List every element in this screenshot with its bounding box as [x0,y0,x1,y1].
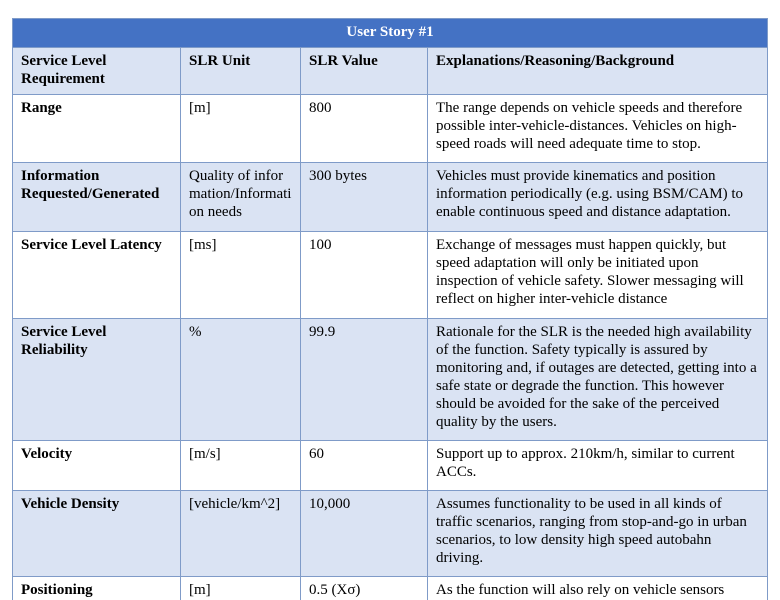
row-requirement: Service Level Latency [13,232,181,319]
row-value: 0.5 (Xσ) [301,577,428,600]
header-requirement: Service Level Requirement [13,48,181,95]
slr-table [12,18,768,600]
row-unit: [vehicle/km^2] [181,491,301,577]
row-requirement: Positioning [13,577,181,600]
table-row [13,441,768,491]
row-value: 300 bytes [301,163,428,232]
row-value: 10,000 [301,491,428,577]
row-requirement: Velocity [13,441,181,491]
row-explanation: Rationale for the SLR is the needed high availability of the function. Safety typically is assured by monitoring and, if outages are detected, getting into a safe state or degrade the function. This however should be avoided for the sake of the perceived quality by the users. [428,319,768,441]
row-requirement: Range [13,95,181,163]
row-explanation: As the function will also rely on vehicle sensors [428,577,768,600]
row-unit: [m/s] [181,441,301,491]
header-explanation: Explanations/Reasoning/Background [428,48,768,95]
row-unit: [m] [181,95,301,163]
row-explanation: Exchange of messages must happen quickly, but speed adaptation will only be initiated upon inspection of vehicle safety. Slower messaging will reflect on higher inter-vehicle distance [428,232,768,319]
row-requirement: Vehicle Density [13,491,181,577]
row-value: 99.9 [301,319,428,441]
table-row [13,163,768,232]
row-explanation: The range depends on vehicle speeds and therefore possible inter-vehicle-distances. Vehicles on high-speed roads will need adequate time to stop. [428,95,768,163]
table-title: User Story #1 [13,19,768,48]
row-value: 100 [301,232,428,319]
header-unit: SLR Unit [181,48,301,95]
row-unit: % [181,319,301,441]
table-row [13,577,768,600]
row-unit: Quality of information/Information needs [181,163,301,232]
row-value: 800 [301,95,428,163]
table-row [13,95,768,163]
row-unit: [m] [181,577,301,600]
row-requirement: Information Requested/Generated [13,163,181,232]
table-title-row [13,19,768,48]
table-row [13,319,768,441]
row-value: 60 [301,441,428,491]
row-unit: [ms] [181,232,301,319]
row-explanation: Support up to approx. 210km/h, similar to current ACCs. [428,441,768,491]
header-value: SLR Value [301,48,428,95]
row-requirement: Service Level Reliability [13,319,181,441]
row-explanation: Vehicles must provide kinematics and position information periodically (e.g. using BSM/CAM) to enable continuous speed and distance adaptation. [428,163,768,232]
row-explanation: Assumes functionality to be used in all kinds of traffic scenarios, ranging from stop-and-go in urban scenarios, to low density high speed autobahn driving. [428,491,768,577]
table-row [13,491,768,577]
table-row [13,232,768,319]
header-row [13,48,768,95]
